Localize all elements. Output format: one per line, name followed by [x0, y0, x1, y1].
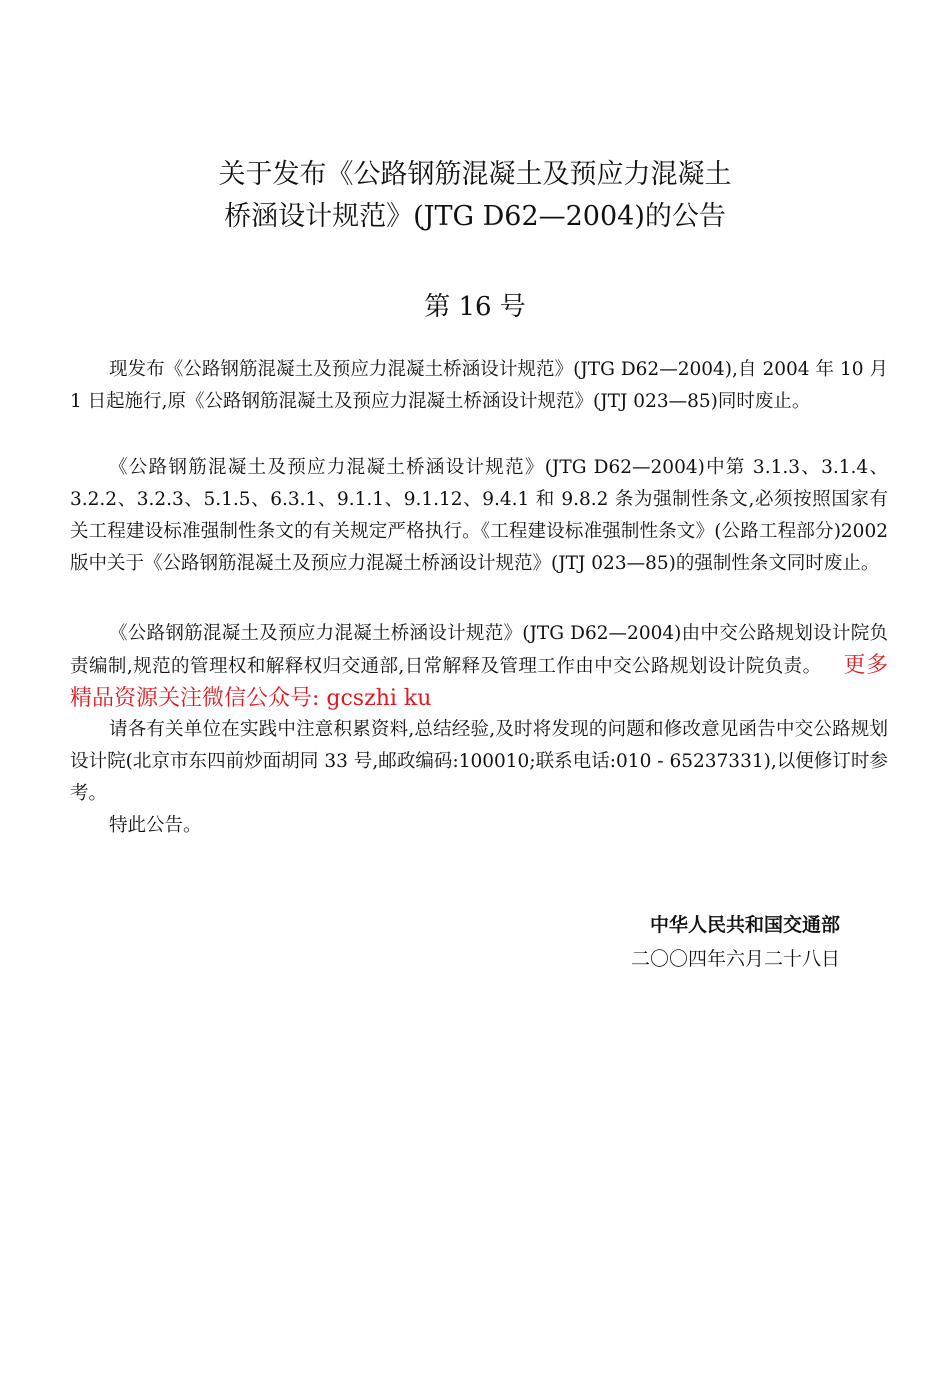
signature-date: 二〇〇四年六月二十八日: [630, 948, 840, 970]
paragraph-5-text: 特此公告。: [109, 815, 202, 836]
paragraph-4: [70, 714, 888, 810]
paragraph-2: [70, 452, 888, 580]
paragraph-2-text: 《公路钢筋混凝土及预应力混凝土桥涵设计规范》(JTG D62—2004)中第 3.1.3、3.1.4、3.2.2、3.2.3、5.1.5、6.3.1、9.1.1、9.1.12、9.4.1 和 9.8.2 条为强制性条文,必须按照国家有关工程建设标准强制性条文的有关规定严格执行。《工程建设标准强制性条文》(公路工程部分)2002 版中关于《公路钢筋混凝土及预应力混凝土桥涵设计规范》(JTJ 023—85)的强制性条文同时废止。: [70, 457, 888, 574]
paragraph-3: [70, 618, 888, 716]
paragraph-1-text: 现发布《公路钢筋混凝土及预应力混凝土桥涵设计规范》(JTG D62—2004),自 2004 年 10 月 1 日起施行,原《公路钢筋混凝土及预应力混凝土桥涵设计规范》(JTJ 023—85)同时废止。: [70, 359, 888, 412]
title-line-1: 关于发布《公路钢筋混凝土及预应力混凝土: [218, 159, 732, 190]
document-number: 第 16 号: [424, 292, 526, 322]
watermark-text: 更多精品资源关注微信公众号: gcszhi ku: [70, 653, 888, 711]
title-line-2: 桥涵设计规范》(JTG D62—2004)的公告: [224, 201, 726, 232]
paragraph-4-text: 请各有关单位在实践中注意积累资料,总结经验,及时将发现的问题和修改意见函告中交公路规划设计院(北京市东四前炒面胡同 33 号,邮政编码:100010;联系电话:010 - 65237331),以便修订时参考。: [70, 719, 888, 804]
paragraph-3-text: 《公路钢筋混凝土及预应力混凝土桥涵设计规范》(JTG D62—2004)由中交公路规划设计院负责编制,规范的管理权和解释权归交通部,日常解释及管理工作由中交公路规划设计院负责。: [70, 623, 888, 677]
signature-organization: 中华人民共和国交通部: [649, 914, 840, 936]
paragraph-1: [70, 354, 888, 418]
paragraph-5: [70, 810, 888, 842]
paragraph-3-wrapper: [70, 618, 888, 716]
